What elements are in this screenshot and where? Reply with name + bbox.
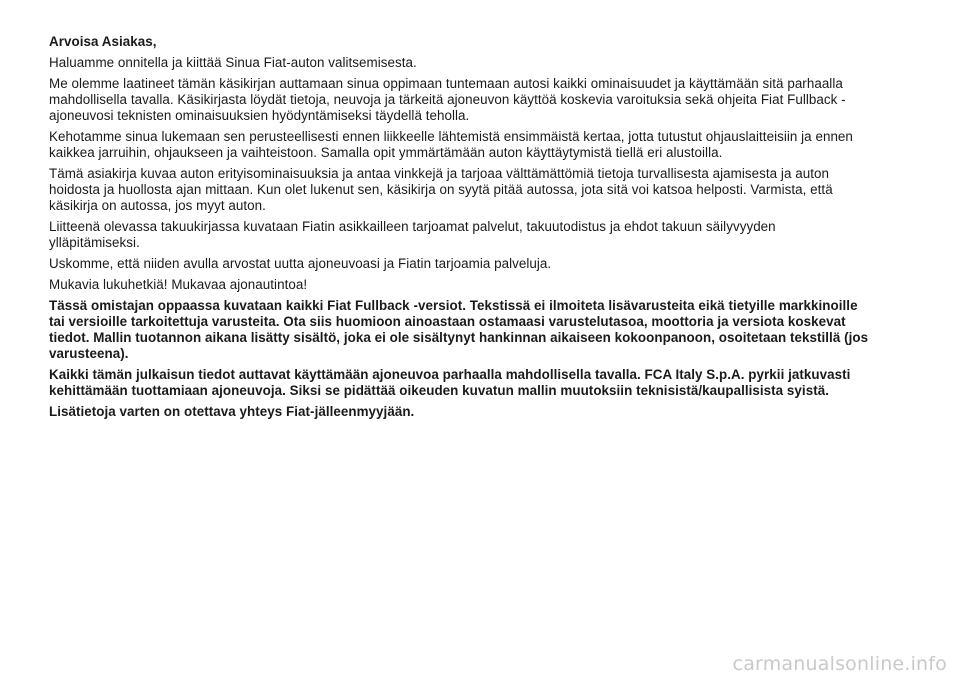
site-watermark: carmanualsonline.info [732, 653, 947, 675]
document-body [49, 34, 869, 425]
paragraph-document-contents: Tämä asiakirja kuvaa auton erityisominaisuuksia ja antaa vinkkejä ja tarjoaa välttämättömiä tietoja turvallisesta ajamisesta ja auton hoidosta ja huollosta ajan mittaan. Kun olet lukenut sen, käsikirja on syytä pitää autossa, jota sitä voi katsoa helposti. Varmista, että käsikirja on autossa, jos myyt auton. [49, 166, 833, 213]
paragraph-warranty-book: Liitteenä olevassa takuukirjassa kuvataan Fiatin asikkailleen tarjoamat palvelut, takuutodistus ja ehdot takuun säilyvyyden ylläpitämiseksi. [49, 219, 776, 250]
paragraph-manual-purpose: Me olemme laatineet tämän käsikirjan auttamaan sinua oppimaan tuntemaan autosi kaikki ominaisuudet ja käyttämään sitä parhaalla mahdollisella tavalla. Käsikirjasta löydät tietoja, neuvoja ja tärkeitä ajoneuvon käyttöä koskevia varoituksia sekä ohjeita Fiat Fullback -ajoneuvosi teknisten ominaisuuksien hyödyntämiseksi täydellä teholla. [49, 76, 846, 123]
notice-rights-reserved: Kaikki tämän julkaisun tiedot auttavat käyttämään ajoneuvoa parhaalla mahdollisella tavalla. FCA Italy S.p.A. pyrkii jatkuvasti kehittämään tuottamiaan ajoneuvoja. Siksi se pidättää oikeuden kuvatun mallin muutoksiin teknisistä/kaupallisista syistä. [49, 367, 851, 398]
paragraph-read-before-driving: Kehotamme sinua lukemaan sen perusteellisesti ennen liikkeelle lähtemistä ensimmäistä kertaa, jotta tutustut ohjauslaitteisiin ja ennen kaikkea jarruihin, ohjaukseen ja vaihteistoon. Samalla opit ymmärtämään auton käyttäytymistä tiellä eri alustoilla. [49, 129, 853, 160]
notice-contact-dealer: Lisätietoja varten on otettava yhteys Fiat-jälleenmyyjään. [49, 404, 415, 419]
greeting: Arvoisa Asiakas, [49, 34, 157, 49]
paragraph-closing-wishes: Mukavia lukuhetkiä! Mukavaa ajonautintoa! [49, 277, 308, 292]
notice-versions: Tässä omistajan oppaassa kuvataan kaikki Fiat Fullback -versiot. Tekstissä ei ilmoiteta lisävarusteita eikä tietyille markkinoille tai versioille tarkoitettuja varusteita. Ota siis huomioon ainoastaan ostamaasi varustelutasoa, moottoria ja versiota koskevat tiedot. Mallin tuotannon aikana lisätty sisältö, joka ei ole sisältynyt hankinnan aikaiseen kokoonpanoon, osoitetaan tekstillä (jos varusteena). [49, 298, 869, 361]
paragraph-appreciation: Uskomme, että niiden avulla arvostat uutta ajoneuvoasi ja Fiatin tarjoamia palveluja. [49, 256, 552, 271]
paragraph-congratulations: Haluamme onnitella ja kiittää Sinua Fiat-auton valitsemisesta. [49, 55, 417, 70]
